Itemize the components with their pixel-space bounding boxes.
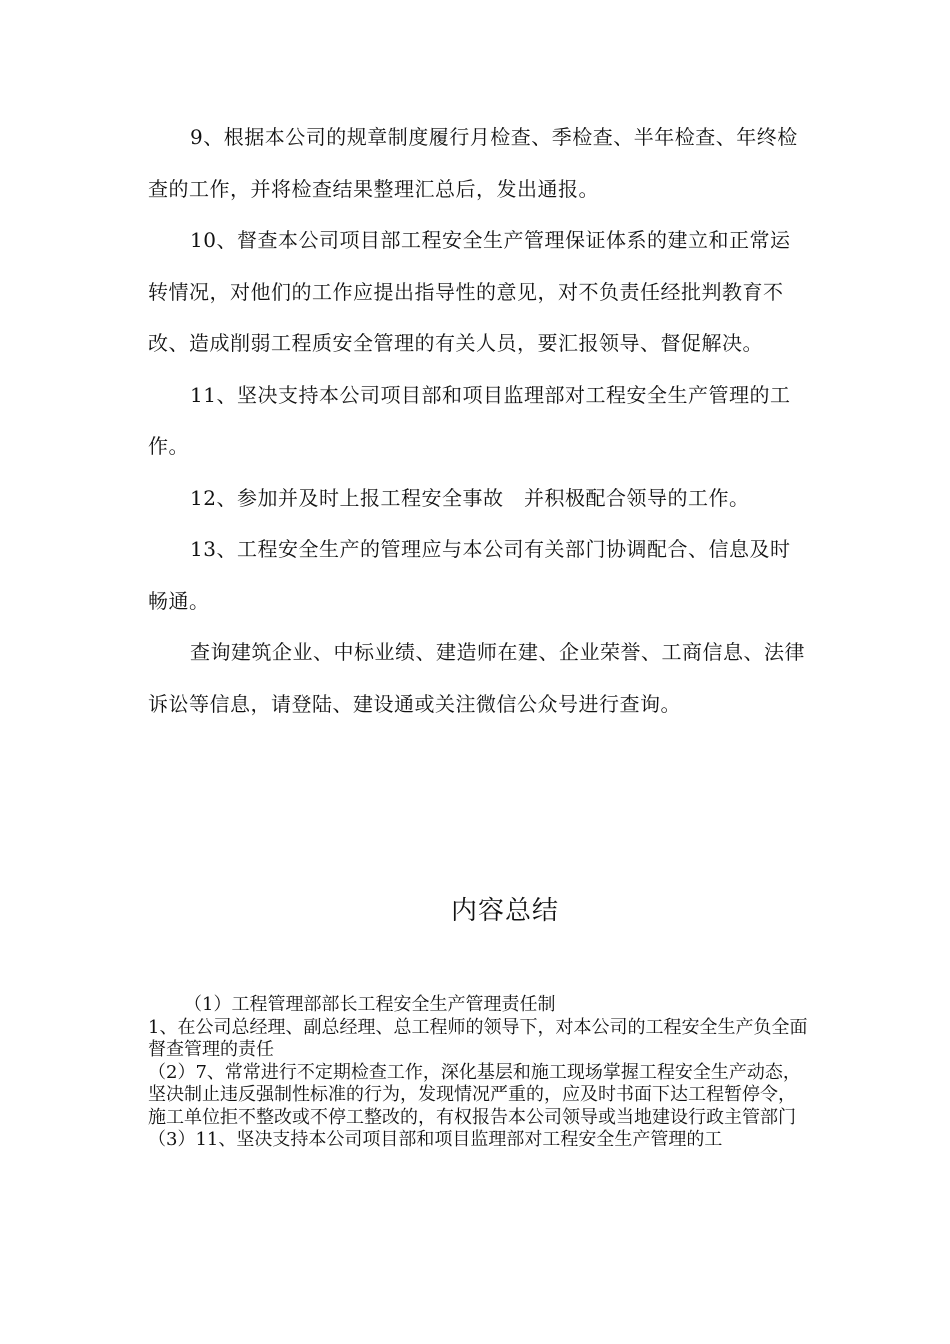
paragraph-9: 9、根据本公司的规章制度履行月检查、季检查、半年检查、年终检查的工作，并将检查结果整理汇总后，发出通报。: [148, 125, 798, 201]
summary-block: [148, 994, 808, 1152]
body-text: [148, 112, 808, 730]
paragraph-11: 11、坚决支持本公司项目部和项目监理部对工程安全生产管理的工作。: [148, 382, 791, 458]
paragraph-13: 13、工程安全生产的管理应与本公司有关部门协调配合、信息及时畅通。: [148, 537, 791, 613]
paragraph-12: 12、参加并及时上报工程安全事故 并积极配合领导的工作。: [190, 485, 750, 510]
summary-line: （2）7、常常进行不定期检查工作，深化基层和施工现场掌握工程安全生产动态，坚决制止违反强制性标准的行为，发现情况严重的，应及时书面下达工程暂停令，施工单位拒不整改或不停工整改的，有权报告本公司领导或当地建设行政主管部门: [148, 1061, 801, 1128]
summary-line: （1）工程管理部部长工程安全生产管理责任制: [184, 994, 556, 1015]
paragraph-10: 10、督查本公司项目部工程安全生产管理保证体系的建立和正常运转情况，对他们的工作应提出指导性的意见，对不负责任经批判教育不改、造成削弱工程质安全管理的有关人员，要汇报领导、督促解决。: [148, 228, 791, 355]
summary-line: （3）11、坚决支持本公司项目部和项目监理部对工程安全生产管理的工: [148, 1129, 723, 1150]
paragraph-query-info: 查询建筑企业、中标业绩、建造师在建、企业荣誉、工商信息、法律诉讼等信息，请登陆、建设通或关注微信公众号进行查询。: [148, 640, 805, 716]
summary-title: 内容总结: [450, 896, 559, 926]
summary-line: 1、在公司总经理、副总经理、总工程师的领导下，对本公司的工程安全生产负全面督查管理的责任: [148, 1016, 808, 1060]
